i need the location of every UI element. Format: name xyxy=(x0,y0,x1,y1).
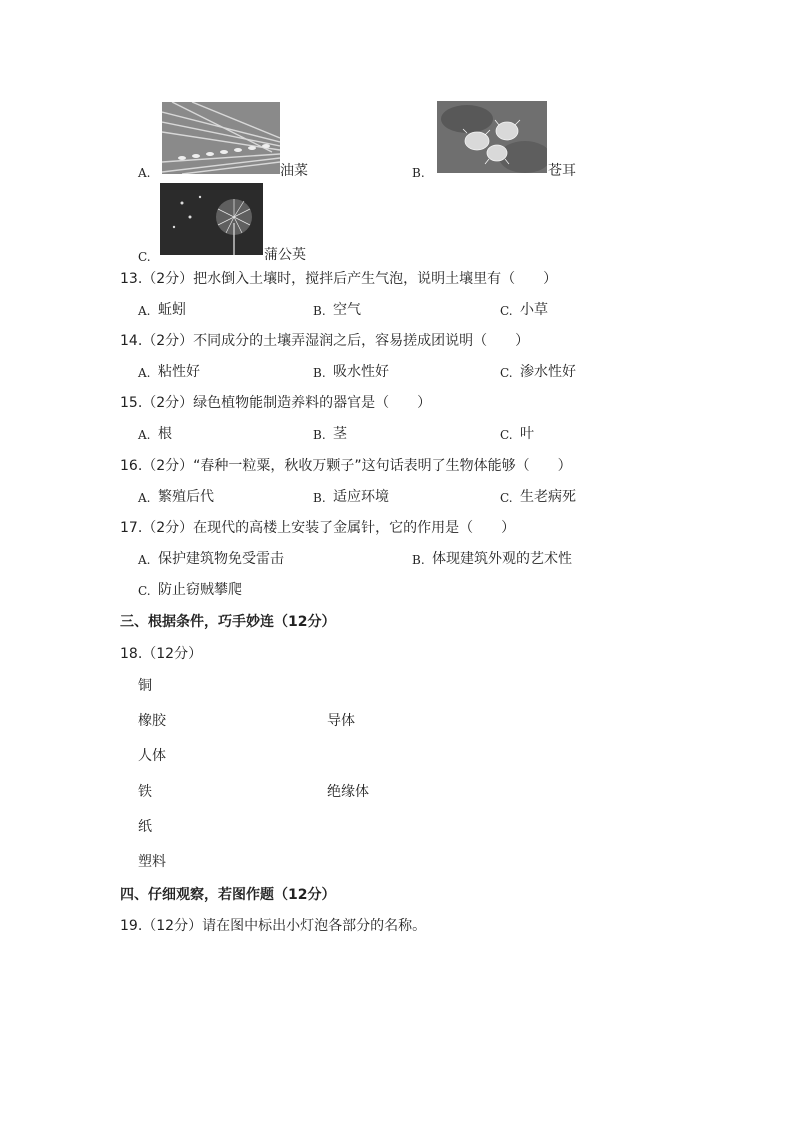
option-letter: A. xyxy=(138,166,151,180)
option-letter: B. xyxy=(412,166,425,180)
question-stem: 14.（2分）不同成分的土壤弄湿润之后，容易搓成团说明（ ） xyxy=(120,333,530,349)
material-item: 橡胶 xyxy=(138,713,166,729)
question-stem: 18.（12分） xyxy=(120,646,203,662)
option-text: 根 xyxy=(158,426,172,442)
option-letter: B. xyxy=(313,304,326,318)
cocklebur-photo xyxy=(437,101,547,173)
option-letter: C. xyxy=(500,304,513,318)
option-text: 叶 xyxy=(520,426,534,442)
material-item: 纸 xyxy=(138,819,152,835)
question-stem: 13.（2分）把水倒入土壤时，搅拌后产生气泡，说明土壤里有（ ） xyxy=(120,271,558,287)
option-letter: C. xyxy=(500,491,513,505)
option-text: 适应环境 xyxy=(333,489,389,505)
option-text: 生老病死 xyxy=(520,489,576,505)
option-text: 空气 xyxy=(333,302,361,318)
material-item: 塑料 xyxy=(138,854,166,870)
option-letter: C. xyxy=(500,366,513,380)
option-text: 油菜 xyxy=(280,163,308,179)
option-text: 粘性好 xyxy=(158,364,200,380)
option-text: 渗水性好 xyxy=(520,364,576,380)
question-stem: 19.（12分）请在图中标出小灯泡各部分的名称。 xyxy=(120,918,427,934)
question-stem: 15.（2分）绿色植物能制造养料的器官是（ ） xyxy=(120,395,432,411)
option-letter: A. xyxy=(138,428,151,442)
dandelion-photo xyxy=(160,183,263,255)
option-letter: A. xyxy=(138,366,151,380)
question-stem: 16.（2分）“春种一粒粟，秋收万颗子”这句话表明了生物体能够（ ） xyxy=(120,458,572,474)
material-item: 铜 xyxy=(138,678,152,694)
option-text: 小草 xyxy=(520,302,548,318)
option-letter: B. xyxy=(412,553,425,567)
option-letter: B. xyxy=(313,491,326,505)
option-letter: C. xyxy=(138,584,151,598)
question-stem: 17.（2分）在现代的高楼上安装了金属针，它的作用是（ ） xyxy=(120,520,516,536)
option-text: 苍耳 xyxy=(548,163,576,179)
option-text: 保护建筑物免受雷击 xyxy=(158,551,284,567)
option-letter: A. xyxy=(138,553,151,567)
option-text: 防止窃贼攀爬 xyxy=(158,582,242,598)
option-text: 体现建筑外观的艺术性 xyxy=(432,551,572,567)
option-letter: A. xyxy=(138,304,151,318)
category-item: 导体 xyxy=(327,713,355,729)
option-letter: B. xyxy=(313,366,326,380)
option-letter: C. xyxy=(138,250,151,264)
option-text: 茎 xyxy=(333,426,347,442)
option-letter: B. xyxy=(313,428,326,442)
option-text: 吸水性好 xyxy=(333,364,389,380)
option-text: 蒲公英 xyxy=(264,247,306,263)
option-text: 繁殖后代 xyxy=(158,489,214,505)
option-text: 蚯蚓 xyxy=(158,302,186,318)
section-title: 三、根据条件，巧手妙连（12分） xyxy=(120,614,336,630)
material-item: 人体 xyxy=(138,748,166,764)
option-letter: C. xyxy=(500,428,513,442)
category-item: 绝缘体 xyxy=(327,784,369,800)
option-letter: A. xyxy=(138,491,151,505)
rapeseed-photo xyxy=(162,102,280,174)
material-item: 铁 xyxy=(138,784,152,800)
section-title: 四、仔细观察，若图作题（12分） xyxy=(120,887,336,903)
